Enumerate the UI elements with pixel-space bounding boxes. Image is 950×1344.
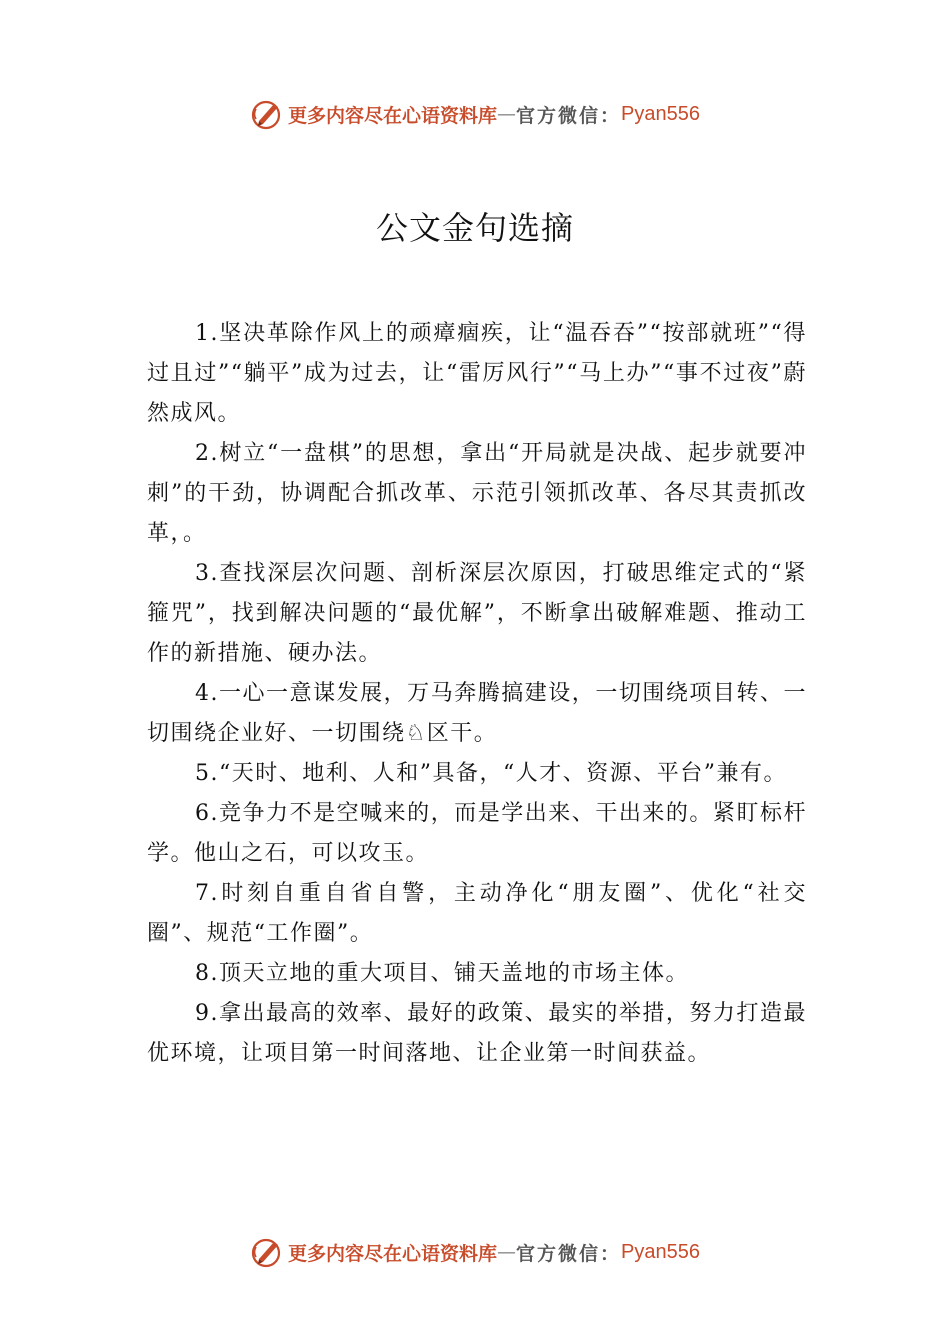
paragraph-3: 3.查找深层次问题、剖析深层次原因，打破思维定式的“紧箍咒”，找到解决问题的“最优解”，不断拿出破解难题、推动工作的新措施、硬办法。 <box>147 561 807 666</box>
wechat-label: 官方微信： <box>516 1242 622 1265</box>
promo-text: 更多内容尽在心语资料库 <box>288 1242 498 1265</box>
promo-text: 更多内容尽在心语资料库 <box>288 104 498 127</box>
page-title: 公文金句选摘 <box>375 209 574 247</box>
paragraph-5: 5.“天时、地利、人和”具备，“人才、资源、平台”兼有。 <box>195 761 787 786</box>
paragraph-2: 2.树立“一盘棋”的思想，拿出“开局就是决战、起步就要冲刺”的干劲，协调配合抓改革、示范引领抓改革、各尽其责抓改革，。 <box>147 441 807 546</box>
footer-banner <box>0 1232 950 1272</box>
paragraph-1: 1.坚决革除作风上的顽瘴痼疾，让“温吞吞”“按部就班”“得过且过”“躺平”成为过去，让“雷厉风行”“马上办”“事不过夜”蔚然成风。 <box>147 321 807 426</box>
paragraph-4: 4.一心一意谋发展，万马奔腾搞建设，一切围绕项目转、一切围绕企业好、一切围绕♘区干。 <box>147 681 807 746</box>
header-banner <box>0 94 950 134</box>
paragraph-9: 9.拿出最高的效率、最好的政策、最实的举措，努力打造最优环境，让项目第一时间落地、让企业第一时间获益。 <box>147 1001 807 1066</box>
banner-separator: — <box>497 103 517 125</box>
paragraph-6: 6.竞争力不是空喊来的，而是学出来、干出来的。紧盯标杆学。他山之石，可以攻玉。 <box>147 801 807 866</box>
wechat-id: Pyan556 <box>621 102 700 125</box>
wechat-label: 官方微信： <box>516 104 622 127</box>
pen-logo-icon <box>250 1235 284 1269</box>
wechat-id: Pyan556 <box>621 1240 700 1263</box>
document-body <box>147 314 807 1074</box>
pen-logo-icon <box>250 97 284 131</box>
paragraph-8: 8.顶天立地的重大项目、铺天盖地的市场主体。 <box>195 961 689 986</box>
banner-separator: — <box>497 1241 517 1263</box>
paragraph-7: 7.时刻自重自省自警，主动净化“朋友圈”、优化“社交圈”、规范“工作圈”。 <box>147 881 807 946</box>
